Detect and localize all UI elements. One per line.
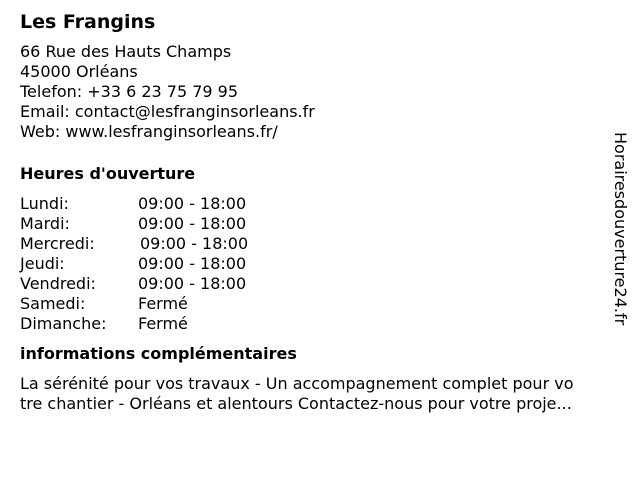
additional-info-heading: informations complémentaires (20, 344, 297, 363)
hours-row-mardi (20, 214, 630, 234)
additional-info-line-2: tre chantier - Orléans et alentours Contactez-nous pour votre proje... (20, 394, 572, 413)
hours-day: Jeudi: (20, 254, 65, 273)
hours-time: 09:00 - 18:00 (138, 254, 247, 273)
hours-time: Fermé (138, 314, 188, 333)
hours-day: Samedi: (20, 294, 86, 313)
additional-info-line-1: La sérénité pour vos travaux - Un accompagnement complet pour vo (20, 374, 574, 393)
hours-day: Mardi: (20, 214, 70, 233)
hours-day: Mercredi: (20, 234, 95, 253)
hours-row-mercredi (20, 234, 630, 254)
site-watermark-text: Horairesdouverture24.fr (611, 132, 630, 326)
hours-time: 09:00 - 18:00 (138, 194, 247, 213)
hours-time: 09:00 - 18:00 (138, 274, 247, 293)
website-line: Web: www.lesfranginsorleans.fr/ (20, 122, 278, 141)
business-card (20, 10, 630, 414)
hours-time: Fermé (138, 294, 188, 313)
hours-row-lundi (20, 194, 630, 214)
hours-time: 09:00 - 18:00 (138, 214, 247, 233)
site-watermark (608, 132, 632, 348)
business-name: Les Frangins (20, 11, 156, 33)
phone-line: Telefon: +33 6 23 75 79 95 (20, 82, 239, 101)
address-line-street: 66 Rue des Hauts Champs (20, 42, 232, 61)
email-line: Email: contact@lesfranginsorleans.fr (20, 102, 315, 121)
hours-row-samedi (20, 294, 630, 314)
opening-hours-table (20, 194, 630, 334)
hours-day: Vendredi: (20, 274, 96, 293)
hours-time: 09:00 - 18:00 (140, 234, 249, 253)
opening-hours-heading: Heures d'ouverture (20, 164, 196, 183)
hours-day: Dimanche: (20, 314, 107, 333)
hours-row-jeudi (20, 254, 630, 274)
hours-row-dimanche (20, 314, 630, 334)
address-line-city: 45000 Orléans (20, 62, 138, 81)
hours-row-vendredi (20, 274, 630, 294)
hours-day: Lundi: (20, 194, 69, 213)
